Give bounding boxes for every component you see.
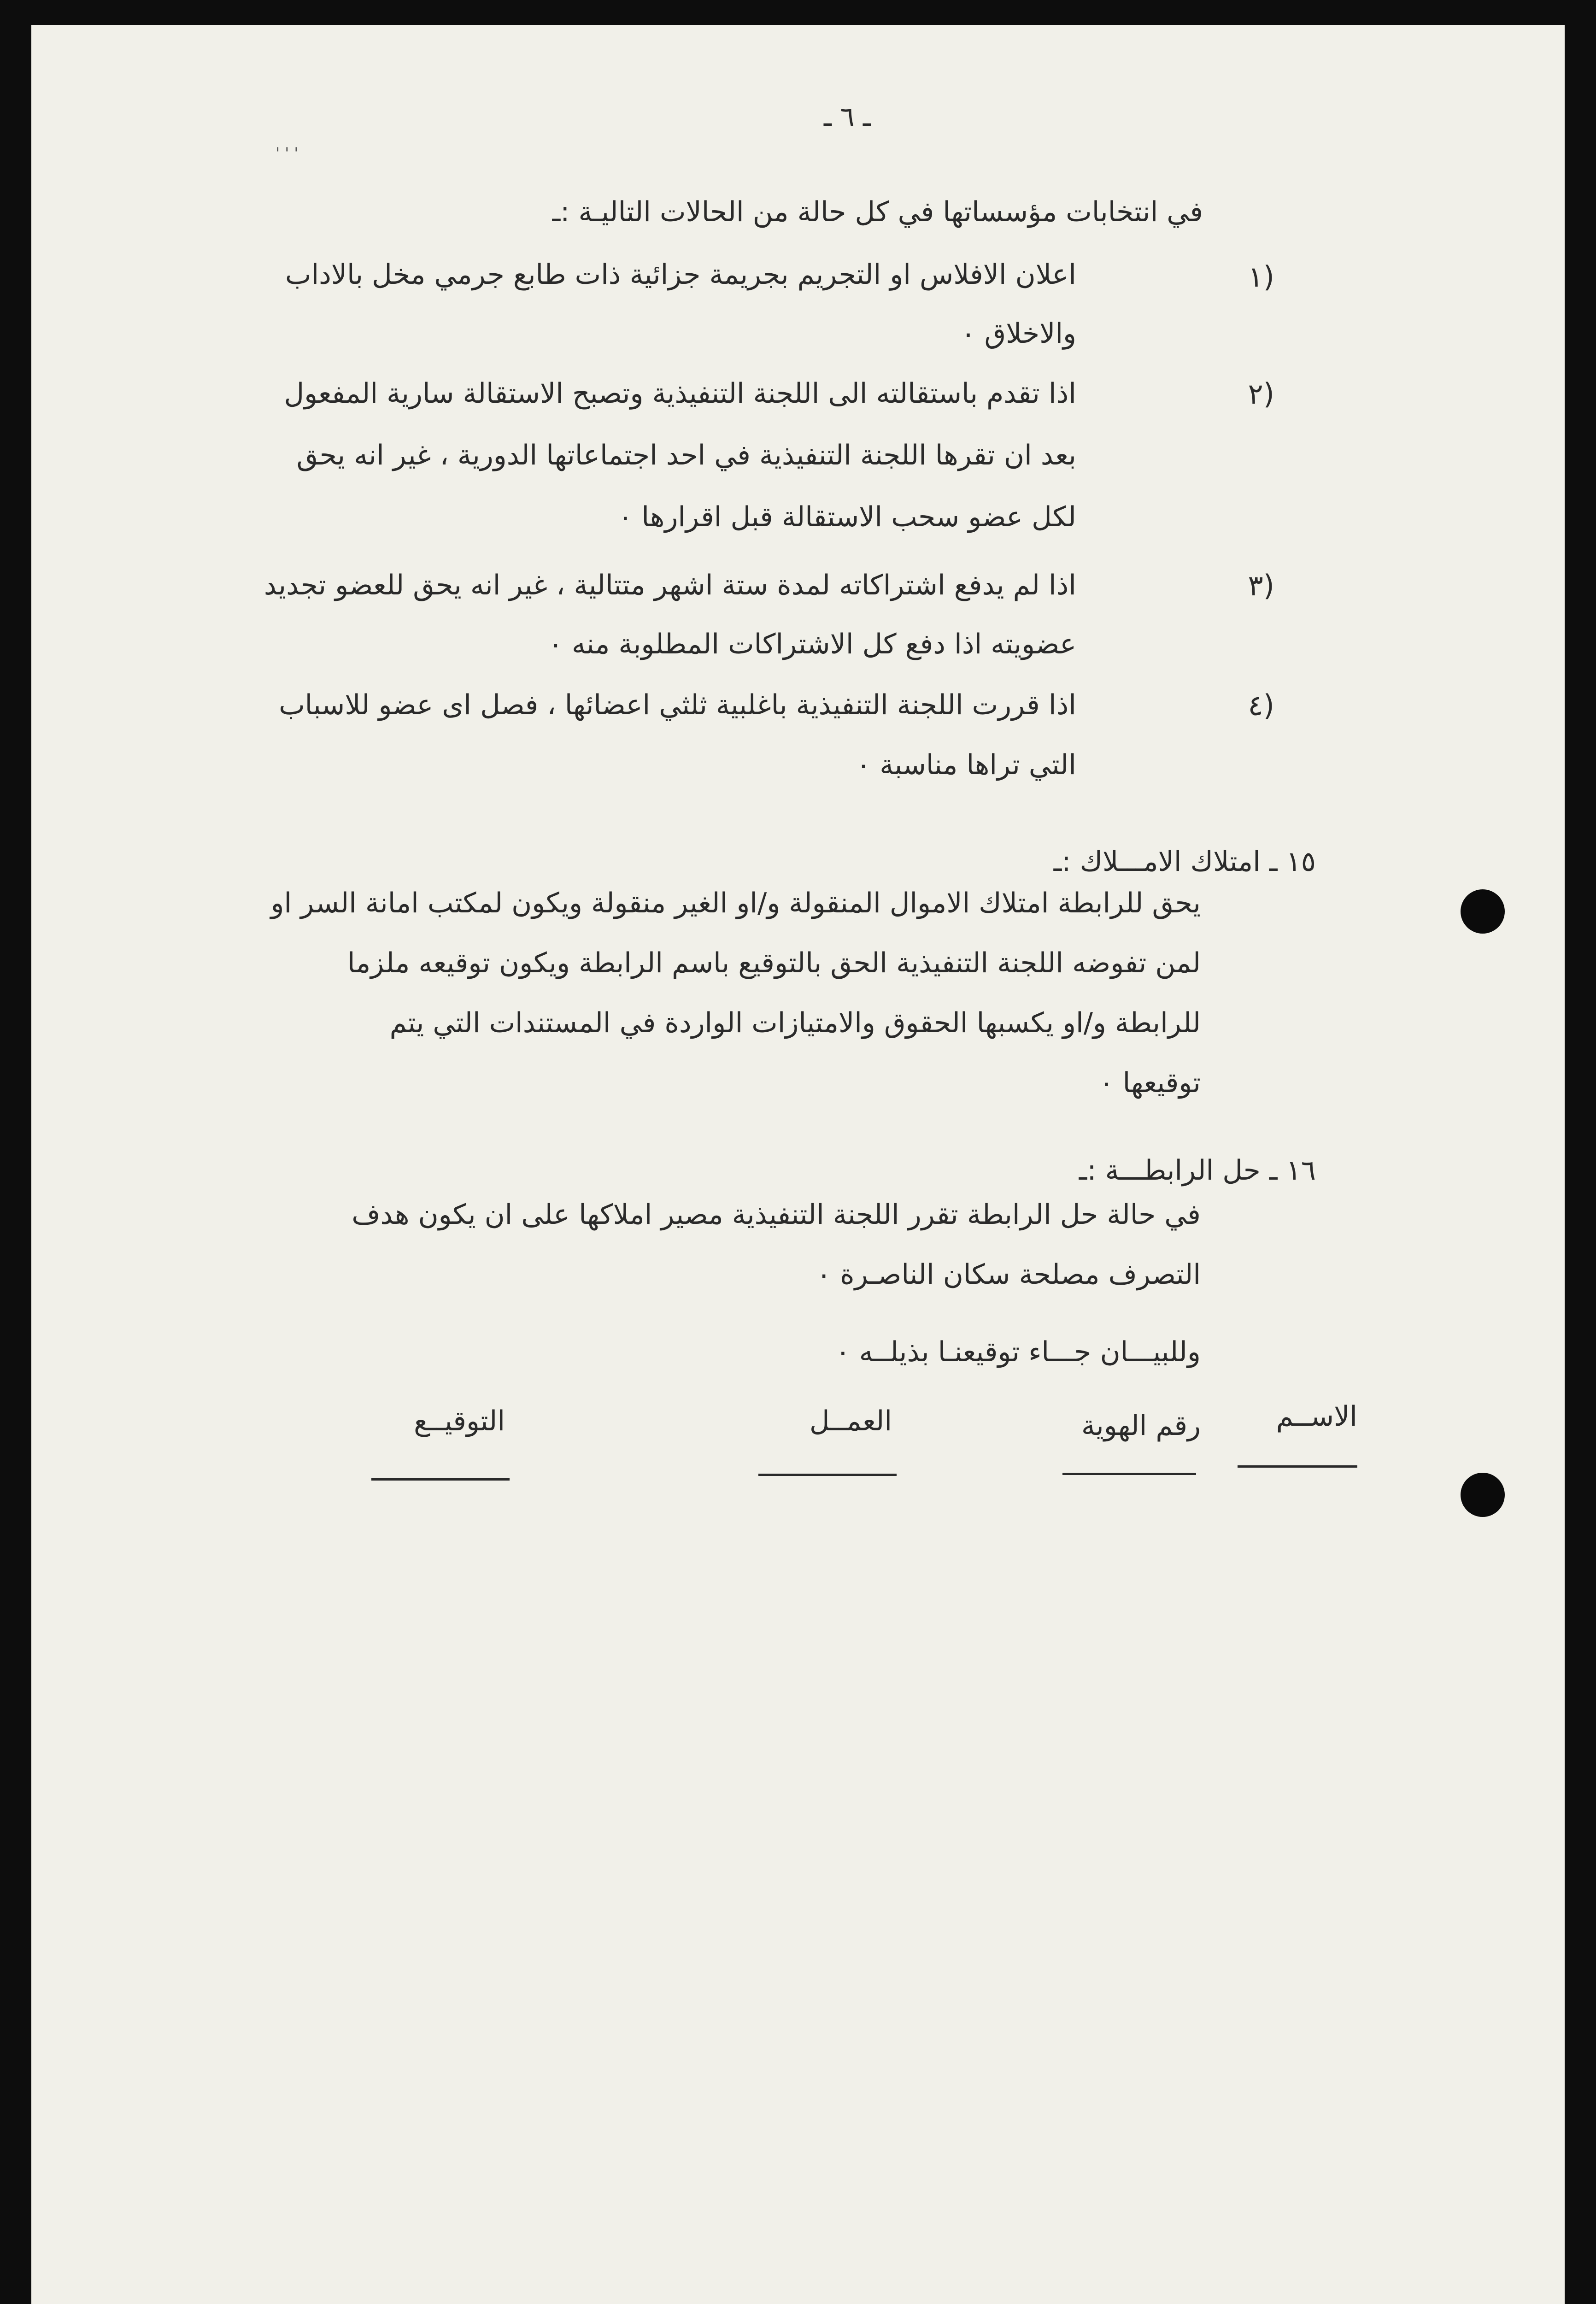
punch-hole-bottom bbox=[1461, 1473, 1505, 1517]
signature-line-work bbox=[758, 1474, 897, 1476]
signature-col-work: العمــل bbox=[809, 1405, 892, 1437]
page-number: ـ ٦ ـ bbox=[824, 101, 871, 132]
case-3-number: ٣) bbox=[1248, 569, 1274, 602]
signature-col-signature: التوقيــع bbox=[414, 1405, 505, 1437]
case-2-line-2: بعد ان تقرها اللجنة التنفيذية في احد اجتماعاتها الدورية ، غير انه يحق bbox=[296, 439, 1076, 471]
closing-line: وللبيـــان جـــاء توقيعنـا بذيلــه ٠ bbox=[835, 1336, 1201, 1368]
case-3-line-1: اذا لم يدفع اشتراكاته لمدة ستة اشهر متتالية ، غير انه يحق للعضو تجديد bbox=[264, 569, 1076, 601]
case-4-line-2: التي تراها مناسبة ٠ bbox=[856, 749, 1076, 781]
section-15-line-3: للرابطة و/او يكسبها الحقوق والامتيازات الواردة في المستندات التي يتم bbox=[389, 1007, 1201, 1039]
case-1-line-1: اعلان الافلاس او التجريم بجريمة جزائية ذات طابع جرمي مخل بالاداب bbox=[285, 259, 1076, 291]
signature-col-id: رقم الهوية bbox=[1081, 1410, 1201, 1442]
case-2-line-1: اذا تقدم باستقالته الى اللجنة التنفيذية وتصبح الاستقالة سارية المفعول bbox=[284, 377, 1076, 410]
section-15-line-4: توقيعها ٠ bbox=[1099, 1067, 1201, 1099]
case-1-line-2: والاخلاق ٠ bbox=[961, 317, 1076, 350]
case-1-number: ١) bbox=[1248, 260, 1274, 294]
signature-line-name bbox=[1238, 1465, 1357, 1468]
corner-mark: ' ' ' bbox=[276, 144, 299, 163]
section-15-heading: ١٥ ـ امتلاك الامـــلاك :ـ bbox=[1053, 846, 1316, 878]
document-page bbox=[31, 25, 1565, 2304]
section-16-line-1: في حالة حل الرابطة تقرر اللجنة التنفيذية مصير املاكها على ان يكون هدف bbox=[352, 1199, 1201, 1231]
intro-line: في انتخابات مؤسساتها في كل حالة من الحالات التاليـة :ـ bbox=[552, 196, 1203, 228]
signature-line-id bbox=[1062, 1473, 1196, 1475]
case-4-number: ٤) bbox=[1248, 688, 1274, 722]
case-2-number: ٢) bbox=[1248, 377, 1274, 411]
signature-line-signature bbox=[371, 1478, 510, 1481]
punch-hole-top bbox=[1461, 889, 1505, 934]
case-2-line-3: لكل عضو سحب الاستقالة قبل اقرارها ٠ bbox=[618, 501, 1076, 533]
signature-col-name: الاســم bbox=[1276, 1400, 1357, 1433]
section-16-line-2: التصرف مصلحة سكان الناصـرة ٠ bbox=[816, 1258, 1201, 1291]
section-16-heading: ١٦ ـ حل الرابطـــة :ـ bbox=[1079, 1154, 1316, 1187]
case-4-line-1: اذا قررت اللجنة التنفيذية باغلبية ثلثي اعضائها ، فصل اى عضو للاسباب bbox=[279, 689, 1076, 721]
section-15-line-1: يحق للرابطة امتلاك الاموال المنقولة و/او الغير منقولة ويكون لمكتب امانة السر او bbox=[270, 887, 1201, 919]
section-15-line-2: لمن تفوضه اللجنة التنفيذية الحق بالتوقيع باسم الرابطة ويكون توقيعه ملزما bbox=[347, 947, 1201, 979]
case-3-line-2: عضويته اذا دفع كل الاشتراكات المطلوبة منه ٠ bbox=[548, 628, 1076, 660]
